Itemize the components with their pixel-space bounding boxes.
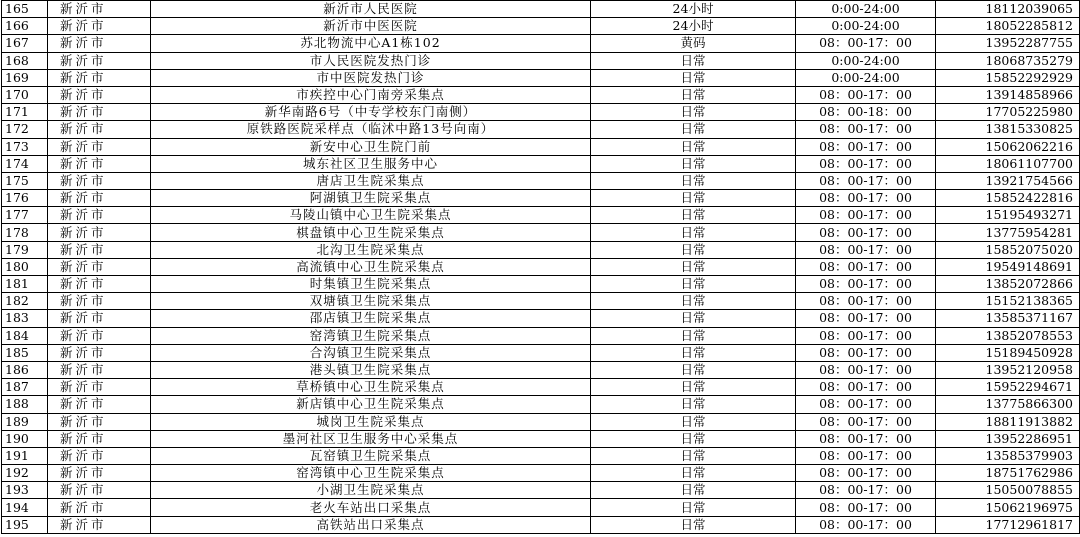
site-name-cell: 马陵山镇中心卫生院采集点	[151, 207, 591, 224]
city-cell: 新沂市	[48, 1, 151, 18]
service-hours-cell: 08：00-17：00	[796, 396, 936, 413]
site-name-cell: 市疾控中心门南旁采集点	[151, 86, 591, 103]
row-number: 177	[2, 207, 48, 224]
contact-phone-cell: 13852078553	[936, 327, 1080, 344]
site-type-cell: 日常	[591, 104, 796, 121]
table-row	[2, 413, 1080, 430]
city-cell: 新沂市	[48, 86, 151, 103]
service-hours-cell: 08：00-17：00	[796, 327, 936, 344]
site-name-cell: 瓦窑镇卫生院采集点	[151, 447, 591, 464]
contact-phone-cell: 13815330825	[936, 121, 1080, 138]
service-hours-cell: 08：00-17：00	[796, 121, 936, 138]
row-number: 178	[2, 224, 48, 241]
site-type-cell: 24小时	[591, 1, 796, 18]
table-row	[2, 104, 1080, 121]
site-type-cell: 日常	[591, 310, 796, 327]
site-name-cell: 草桥镇中心卫生院采集点	[151, 379, 591, 396]
city-cell: 新沂市	[48, 138, 151, 155]
table-row	[2, 35, 1080, 52]
contact-phone-cell: 15189450928	[936, 344, 1080, 361]
service-hours-cell: 0:00-24:00	[796, 69, 936, 86]
row-number: 193	[2, 482, 48, 499]
row-number: 166	[2, 18, 48, 35]
row-number: 186	[2, 361, 48, 378]
row-number: 165	[2, 1, 48, 18]
contact-phone-cell: 13914858966	[936, 86, 1080, 103]
city-cell: 新沂市	[48, 207, 151, 224]
row-number: 189	[2, 413, 48, 430]
row-number: 174	[2, 155, 48, 172]
site-name-cell: 新沂市人民医院	[151, 1, 591, 18]
service-hours-cell: 0:00-24:00	[796, 52, 936, 69]
city-cell: 新沂市	[48, 379, 151, 396]
city-cell: 新沂市	[48, 293, 151, 310]
row-number: 192	[2, 465, 48, 482]
site-name-cell: 棋盘镇中心卫生院采集点	[151, 224, 591, 241]
row-number: 183	[2, 310, 48, 327]
service-hours-cell: 08：00-17：00	[796, 155, 936, 172]
site-type-cell: 日常	[591, 172, 796, 189]
contact-phone-cell: 17712961817	[936, 516, 1080, 533]
service-hours-cell: 08：00-17：00	[796, 258, 936, 275]
table-row	[2, 258, 1080, 275]
contact-phone-cell: 15195493271	[936, 207, 1080, 224]
service-hours-cell: 08：00-17：00	[796, 499, 936, 516]
site-type-cell: 日常	[591, 482, 796, 499]
service-hours-cell: 08：00-17：00	[796, 413, 936, 430]
city-cell: 新沂市	[48, 482, 151, 499]
site-name-cell: 合沟镇卫生院采集点	[151, 344, 591, 361]
table-row	[2, 1, 1080, 18]
site-name-cell: 城岗卫生院采集点	[151, 413, 591, 430]
contact-phone-cell: 15152138365	[936, 293, 1080, 310]
site-type-cell: 日常	[591, 207, 796, 224]
table-row	[2, 379, 1080, 396]
site-type-cell: 日常	[591, 379, 796, 396]
contact-phone-cell: 13952286951	[936, 430, 1080, 447]
table-row	[2, 396, 1080, 413]
city-cell: 新沂市	[48, 276, 151, 293]
site-type-cell: 日常	[591, 447, 796, 464]
table-row	[2, 69, 1080, 86]
site-name-cell: 唐店卫生院采集点	[151, 172, 591, 189]
site-name-cell: 小湖卫生院采集点	[151, 482, 591, 499]
contact-phone-cell: 18751762986	[936, 465, 1080, 482]
contact-phone-cell: 13585371167	[936, 310, 1080, 327]
city-cell: 新沂市	[48, 52, 151, 69]
site-name-cell: 老火车站出口采集点	[151, 499, 591, 516]
city-cell: 新沂市	[48, 258, 151, 275]
site-type-cell: 日常	[591, 327, 796, 344]
table-row	[2, 276, 1080, 293]
service-hours-cell: 08：00-17：00	[796, 190, 936, 207]
site-type-cell: 日常	[591, 516, 796, 533]
city-cell: 新沂市	[48, 516, 151, 533]
city-cell: 新沂市	[48, 69, 151, 86]
city-cell: 新沂市	[48, 155, 151, 172]
city-cell: 新沂市	[48, 430, 151, 447]
site-name-cell: 邵店镇卫生院采集点	[151, 310, 591, 327]
table-row	[2, 310, 1080, 327]
service-hours-cell: 08：00-17：00	[796, 207, 936, 224]
site-type-cell: 24小时	[591, 18, 796, 35]
site-type-cell: 日常	[591, 465, 796, 482]
site-name-cell: 新店镇中心卫生院采集点	[151, 396, 591, 413]
service-hours-cell: 08：00-17：00	[796, 172, 936, 189]
service-hours-cell: 08：00-17：00	[796, 241, 936, 258]
testing-sites-table	[1, 0, 1080, 534]
contact-phone-cell: 13952287755	[936, 35, 1080, 52]
contact-phone-cell: 15952294671	[936, 379, 1080, 396]
row-number: 194	[2, 499, 48, 516]
city-cell: 新沂市	[48, 447, 151, 464]
row-number: 180	[2, 258, 48, 275]
contact-phone-cell: 19549148691	[936, 258, 1080, 275]
table-row	[2, 207, 1080, 224]
table-row	[2, 327, 1080, 344]
contact-phone-cell: 18811913882	[936, 413, 1080, 430]
service-hours-cell: 0:00-24:00	[796, 1, 936, 18]
site-type-cell: 日常	[591, 138, 796, 155]
table-row	[2, 516, 1080, 533]
site-name-cell: 北沟卫生院采集点	[151, 241, 591, 258]
site-type-cell: 黄码	[591, 35, 796, 52]
site-type-cell: 日常	[591, 224, 796, 241]
table-row	[2, 224, 1080, 241]
site-name-cell: 新安中心卫生院门前	[151, 138, 591, 155]
site-name-cell: 阿湖镇卫生院采集点	[151, 190, 591, 207]
service-hours-cell: 08：00-17：00	[796, 138, 936, 155]
service-hours-cell: 08：00-17：00	[796, 447, 936, 464]
row-number: 168	[2, 52, 48, 69]
city-cell: 新沂市	[48, 344, 151, 361]
site-type-cell: 日常	[591, 396, 796, 413]
site-name-cell: 时集镇卫生院采集点	[151, 276, 591, 293]
site-name-cell: 市人民医院发热门诊	[151, 52, 591, 69]
table-row	[2, 430, 1080, 447]
row-number: 175	[2, 172, 48, 189]
service-hours-cell: 08：00-17：00	[796, 310, 936, 327]
row-number: 190	[2, 430, 48, 447]
city-cell: 新沂市	[48, 18, 151, 35]
table-body	[2, 1, 1080, 534]
row-number: 184	[2, 327, 48, 344]
table-row	[2, 190, 1080, 207]
row-number: 195	[2, 516, 48, 533]
row-number: 185	[2, 344, 48, 361]
site-type-cell: 日常	[591, 276, 796, 293]
service-hours-cell: 08：00-17：00	[796, 344, 936, 361]
service-hours-cell: 08：00-17：00	[796, 361, 936, 378]
city-cell: 新沂市	[48, 361, 151, 378]
city-cell: 新沂市	[48, 327, 151, 344]
site-name-cell: 双塘镇卫生院采集点	[151, 293, 591, 310]
site-name-cell: 市中医院发热门诊	[151, 69, 591, 86]
row-number: 187	[2, 379, 48, 396]
service-hours-cell: 08：00-17：00	[796, 482, 936, 499]
site-type-cell: 日常	[591, 52, 796, 69]
row-number: 169	[2, 69, 48, 86]
contact-phone-cell: 13585379903	[936, 447, 1080, 464]
table-row	[2, 138, 1080, 155]
contact-phone-cell: 13775954281	[936, 224, 1080, 241]
city-cell: 新沂市	[48, 413, 151, 430]
row-number: 182	[2, 293, 48, 310]
table-row	[2, 447, 1080, 464]
row-number: 179	[2, 241, 48, 258]
service-hours-cell: 08：00-17：00	[796, 276, 936, 293]
city-cell: 新沂市	[48, 224, 151, 241]
table-row	[2, 155, 1080, 172]
table-row	[2, 86, 1080, 103]
table-row	[2, 293, 1080, 310]
site-name-cell: 苏北物流中心A1栋102	[151, 35, 591, 52]
service-hours-cell: 08：00-18：00	[796, 104, 936, 121]
contact-phone-cell: 13852072866	[936, 276, 1080, 293]
service-hours-cell: 08：00-17：00	[796, 516, 936, 533]
table-row	[2, 361, 1080, 378]
city-cell: 新沂市	[48, 465, 151, 482]
table-row	[2, 241, 1080, 258]
site-name-cell: 原铁路医院采样点（临沭中路13号向南）	[151, 121, 591, 138]
site-type-cell: 日常	[591, 430, 796, 447]
service-hours-cell: 08：00-17：00	[796, 293, 936, 310]
contact-phone-cell: 15050078855	[936, 482, 1080, 499]
service-hours-cell: 0:00-24:00	[796, 18, 936, 35]
row-number: 167	[2, 35, 48, 52]
city-cell: 新沂市	[48, 241, 151, 258]
site-type-cell: 日常	[591, 293, 796, 310]
site-type-cell: 日常	[591, 121, 796, 138]
table-row	[2, 52, 1080, 69]
table-row	[2, 482, 1080, 499]
city-cell: 新沂市	[48, 35, 151, 52]
contact-phone-cell: 18061107700	[936, 155, 1080, 172]
site-type-cell: 日常	[591, 86, 796, 103]
city-cell: 新沂市	[48, 172, 151, 189]
site-type-cell: 日常	[591, 241, 796, 258]
site-name-cell: 窑湾镇中心卫生院采集点	[151, 465, 591, 482]
contact-phone-cell: 13921754566	[936, 172, 1080, 189]
site-type-cell: 日常	[591, 190, 796, 207]
row-number: 181	[2, 276, 48, 293]
contact-phone-cell: 15852292929	[936, 69, 1080, 86]
site-type-cell: 日常	[591, 258, 796, 275]
service-hours-cell: 08：00-17：00	[796, 86, 936, 103]
contact-phone-cell: 18112039065	[936, 1, 1080, 18]
site-name-cell: 高铁站出口采集点	[151, 516, 591, 533]
contact-phone-cell: 18068735279	[936, 52, 1080, 69]
row-number: 188	[2, 396, 48, 413]
row-number: 170	[2, 86, 48, 103]
table-row	[2, 18, 1080, 35]
row-number: 191	[2, 447, 48, 464]
site-name-cell: 新沂市中医医院	[151, 18, 591, 35]
table-row	[2, 499, 1080, 516]
city-cell: 新沂市	[48, 396, 151, 413]
service-hours-cell: 08：00-17：00	[796, 35, 936, 52]
contact-phone-cell: 15062062216	[936, 138, 1080, 155]
service-hours-cell: 08：00-17：00	[796, 379, 936, 396]
table-row	[2, 172, 1080, 189]
city-cell: 新沂市	[48, 104, 151, 121]
site-name-cell: 高流镇中心卫生院采集点	[151, 258, 591, 275]
city-cell: 新沂市	[48, 499, 151, 516]
row-number: 173	[2, 138, 48, 155]
site-type-cell: 日常	[591, 361, 796, 378]
row-number: 171	[2, 104, 48, 121]
city-cell: 新沂市	[48, 190, 151, 207]
row-number: 172	[2, 121, 48, 138]
site-name-cell: 城东社区卫生服务中心	[151, 155, 591, 172]
city-cell: 新沂市	[48, 310, 151, 327]
row-number: 176	[2, 190, 48, 207]
service-hours-cell: 08：00-17：00	[796, 224, 936, 241]
site-type-cell: 日常	[591, 155, 796, 172]
contact-phone-cell: 13775866300	[936, 396, 1080, 413]
site-type-cell: 日常	[591, 344, 796, 361]
site-name-cell: 窑湾镇卫生院采集点	[151, 327, 591, 344]
site-name-cell: 港头镇卫生院采集点	[151, 361, 591, 378]
site-type-cell: 日常	[591, 499, 796, 516]
table-row	[2, 344, 1080, 361]
site-name-cell: 墨河社区卫生服务中心采集点	[151, 430, 591, 447]
contact-phone-cell: 15852075020	[936, 241, 1080, 258]
table-row	[2, 121, 1080, 138]
city-cell: 新沂市	[48, 121, 151, 138]
contact-phone-cell: 17705225980	[936, 104, 1080, 121]
contact-phone-cell: 13952120958	[936, 361, 1080, 378]
contact-phone-cell: 15062196975	[936, 499, 1080, 516]
service-hours-cell: 08：00-17：00	[796, 430, 936, 447]
service-hours-cell: 08：00-17：00	[796, 465, 936, 482]
site-type-cell: 日常	[591, 413, 796, 430]
site-type-cell: 日常	[591, 69, 796, 86]
site-name-cell: 新华南路6号（中专学校东门南侧）	[151, 104, 591, 121]
contact-phone-cell: 15852422816	[936, 190, 1080, 207]
table-row	[2, 465, 1080, 482]
contact-phone-cell: 18052285812	[936, 18, 1080, 35]
